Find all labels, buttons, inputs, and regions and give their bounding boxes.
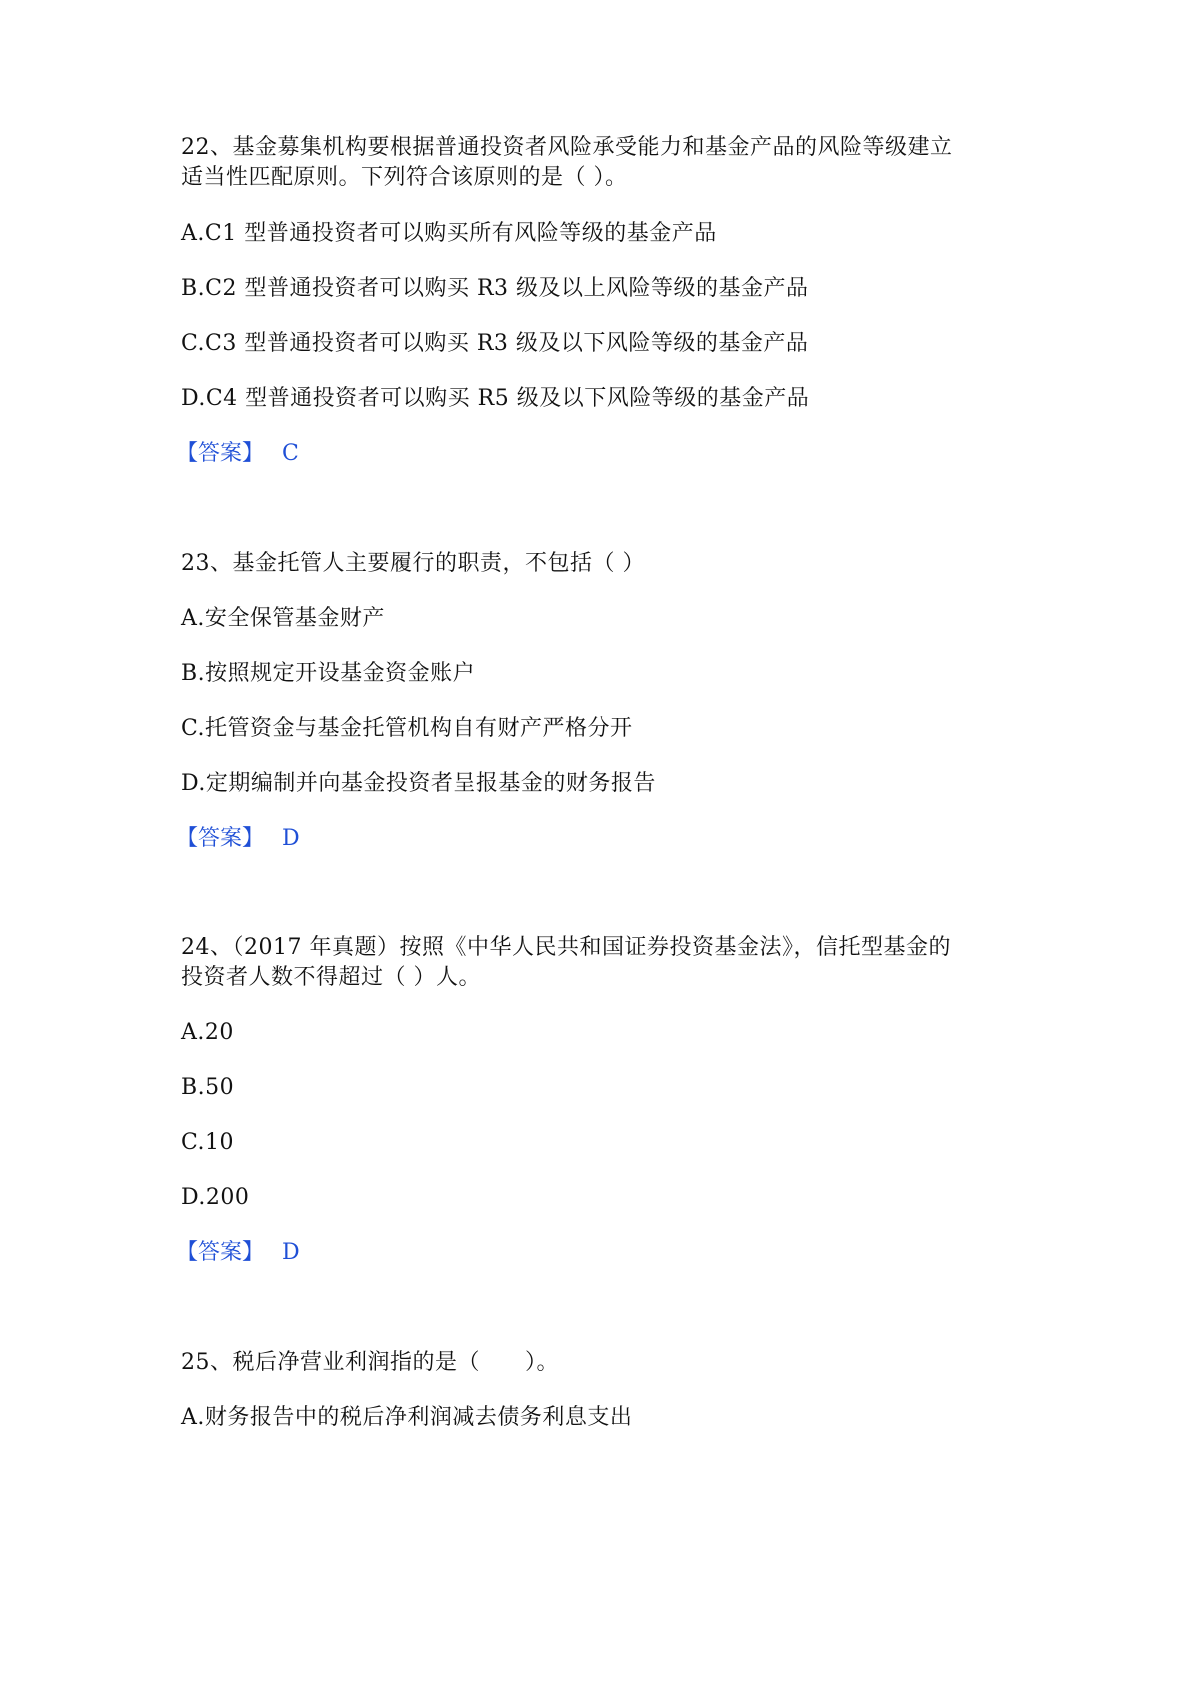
- answer-label: 【答案】: [176, 826, 265, 851]
- question-23-option-d: D.定期编制并向基金投资者呈报基金的财务报告: [181, 771, 656, 796]
- answer-value: D: [282, 826, 300, 851]
- question-22-option-a: A.C1 型普通投资者可以购买所有风险等级的基金产品: [181, 221, 717, 246]
- question-23-answer: [176, 824, 300, 854]
- question-23-option-c: C.托管资金与基金托管机构自有财产严格分开: [181, 716, 633, 741]
- answer-label: 【答案】: [176, 441, 265, 466]
- question-22-stem-line-2: 适当性匹配原则。下列符合该原则的是（ ）。: [181, 165, 628, 190]
- question-24-stem-line-2: 投资者人数不得超过（ ）人。: [181, 965, 481, 990]
- question-24-option-a: A.20: [181, 1020, 234, 1045]
- question-24-answer: [176, 1238, 300, 1268]
- answer-value: D: [282, 1240, 300, 1265]
- answer-value: C: [282, 441, 299, 466]
- question-22-stem-line-1: 22、基金募集机构要根据普通投资者风险承受能力和基金产品的风险等级建立: [181, 135, 953, 160]
- question-23-stem-line-1: 23、基金托管人主要履行的职责，不包括（ ）: [181, 551, 645, 576]
- question-22-option-d: D.C4 型普通投资者可以购买 R5 级及以下风险等级的基金产品: [181, 386, 810, 411]
- question-24-option-d: D.200: [181, 1185, 250, 1210]
- question-22-answer: [176, 439, 299, 469]
- answer-label: 【答案】: [176, 1240, 265, 1265]
- question-23-option-a: A.安全保管基金财产: [181, 606, 385, 631]
- question-24-option-b: B.50: [181, 1075, 235, 1100]
- question-25-stem-line-1: 25、税后净营业利润指的是（ ）。: [181, 1350, 559, 1375]
- question-23-option-b: B.按照规定开设基金资金账户: [181, 661, 476, 686]
- question-22-option-c: C.C3 型普通投资者可以购买 R3 级及以下风险等级的基金产品: [181, 331, 809, 356]
- question-25-option-a: A.财务报告中的税后净利润减去债务利息支出: [181, 1405, 633, 1430]
- question-22-option-b: B.C2 型普通投资者可以购买 R3 级及以上风险等级的基金产品: [181, 276, 809, 301]
- question-24-stem-line-1: 24、（2017 年真题）按照《中华人民共和国证券投资基金法》，信托型基金的: [181, 935, 951, 960]
- question-24-option-c: C.10: [181, 1130, 235, 1155]
